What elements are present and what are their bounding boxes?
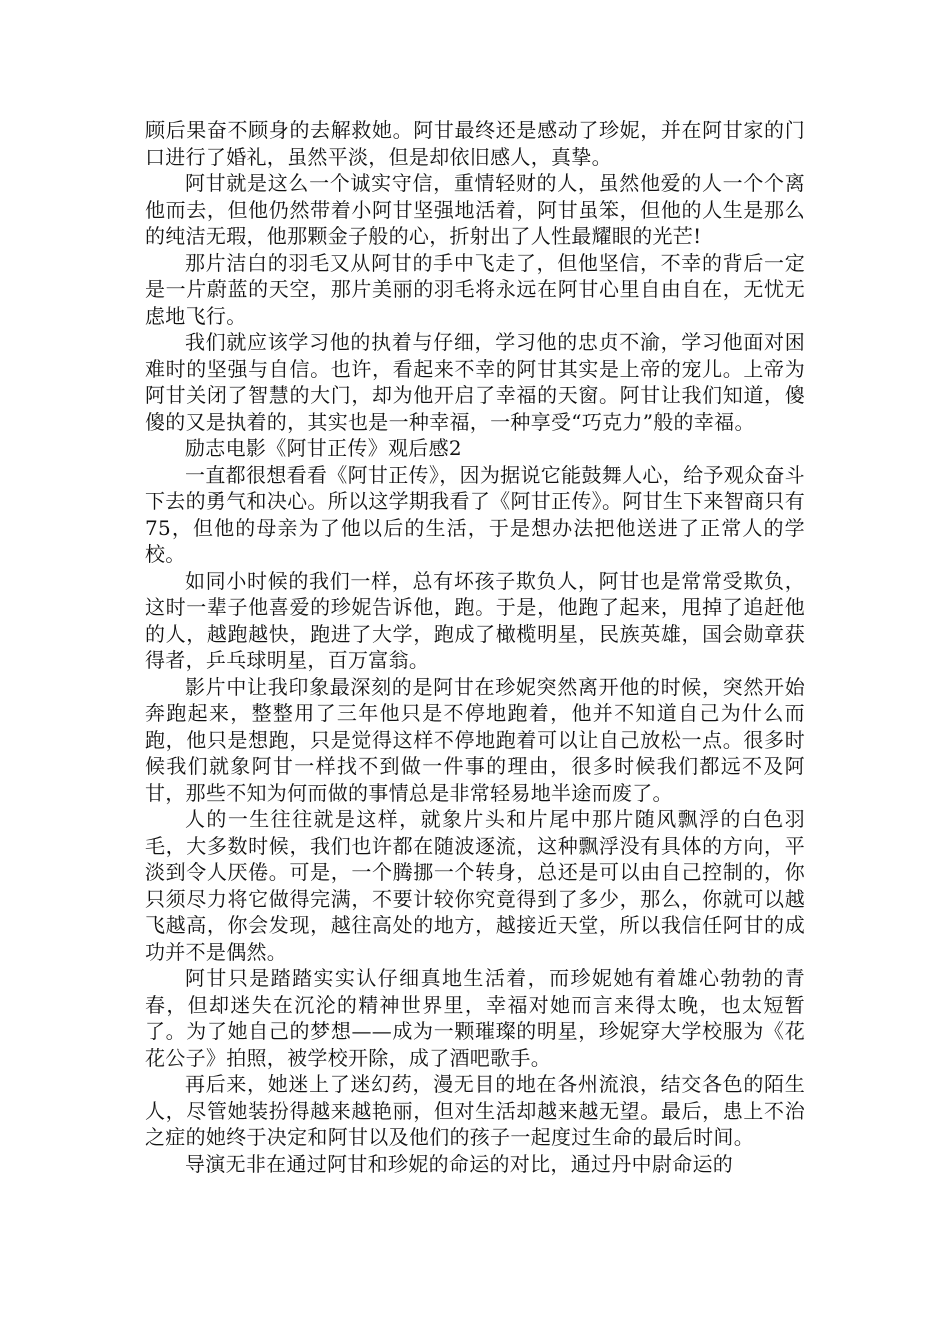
paragraph: 那片洁白的羽毛又从阿甘的手中飞走了，但他坚信，不幸的背后一定是一片蔚蓝的天空，那片美丽的羽毛将永远在阿甘心里自由自在，无忧无虑地飞行。 (145, 250, 805, 328)
paragraph: 导演无非在通过阿甘和珍妮的命运的对比，通过丹中尉命运的 (185, 1151, 734, 1176)
paragraph: 阿甘就是这么一个诚实守信，重情轻财的人，虽然他爱的人一个个离他而去，但他仍然带着小阿甘坚强地活着，阿甘虽笨，但他的人生是那么的纯洁无瑕，他那颗金子般的心，折射出了人性最耀眼的光芒! (145, 171, 805, 248)
paragraph: 再后来，她迷上了迷幻药，漫无目的地在各州流浪，结交各色的陌生人，尽管她装扮得越来越艳丽，但对生活却越来越无望。最后，患上不治之症的她终于决定和阿甘以及他们的孩子一起度过生命的最后时间。 (145, 1072, 805, 1149)
paragraph: 影片中让我印象最深刻的是阿甘在珍妮突然离开他的时候，突然开始奔跑起来，整整用了三年他只是不停地跑着，他并不知道自己为什么而跑，他只是想跑，只是觉得这样不停地跑着可以让自己放松一点。很多时候我们就象阿甘一样找不到做一件事的理由，很多时候我们都远不及阿甘，那些不知为何而做的事情总是非常轻易地半途而废了。 (145, 674, 805, 805)
document-page (145, 117, 805, 1177)
paragraph: 一直都很想看看《阿甘正传》，因为据说它能鼓舞人心，给予观众奋斗下去的勇气和决心。所以这学期我看了《阿甘正传》。阿甘生下来智商只有75，但他的母亲为了他以后的生活，于是想办法把他送进了正常人的学校。 (145, 462, 805, 566)
paragraph: 我们就应该学习他的执着与仔细，学习他的忠贞不渝，学习他面对困难时的坚强与自信。也许，看起来不幸的阿甘其实是上帝的宠儿。上帝为阿甘关闭了智慧的大门，却为他开启了幸福的天窗。阿甘让我们知道，傻傻的又是执着的，其实也是一种幸福，一种享受“巧克力”般的幸福。 (145, 330, 805, 434)
paragraph: 阿甘只是踏踏实实认仔细真地生活着，而珍妮她有着雄心勃勃的青春，但却迷失在沉沦的精神世界里，幸福对她而言来得太晚，也太短暂了。为了她自己的梦想——成为一颗璀璨的明星，珍妮穿大学校服为《花花公子》拍照，被学校开除，成了酒吧歌手。 (145, 966, 805, 1070)
section-heading: 励志电影《阿甘正传》观后感2 (185, 436, 462, 460)
paragraph: 如同小时候的我们一样，总有坏孩子欺负人，阿甘也是常常受欺负，这时一辈子他喜爱的珍妮告诉他，跑。于是，他跑了起来，甩掉了追赶他的人，越跑越快，跑进了大学，跑成了橄榄明星，民族英雄，国会勋章获得者，乒乓球明星，百万富翁。 (145, 568, 805, 672)
paragraph-continued: 顾后果奋不顾身的去解救她。阿甘最终还是感动了珍妮，并在阿甘家的门口进行了婚礼，虽然平淡，但是却依旧感人，真挚。 (145, 118, 805, 169)
paragraph: 人的一生往往就是这样，就象片头和片尾中那片随风飘浮的白色羽毛，大多数时候，我们也许都在随波逐流，这种飘浮没有具体的方向，平淡到令人厌倦。可是，一个腾挪一个转身，总还是可以由自己控制的，你只须尽力将它做得完满，不要计较你究竟得到了多少，那么，你就可以越飞越高，你会发现，越往高处的地方，越接近天堂，所以我信任阿甘的成功并不是偶然。 (145, 807, 805, 964)
